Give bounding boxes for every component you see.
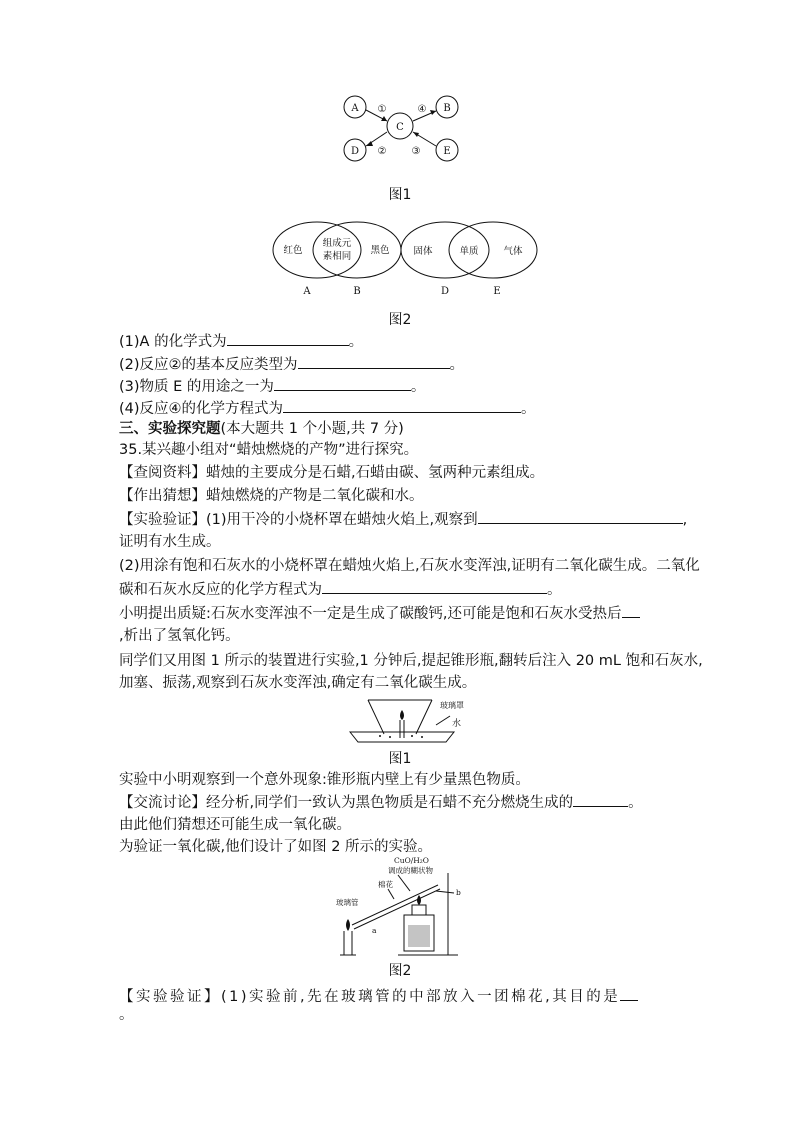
experiment-doubt-b: ,析出了氢氧化钙。 [119, 628, 240, 644]
section-3-heading [119, 419, 404, 439]
figure-2b-caption: 图2 [388, 963, 412, 979]
figure-1b-caption: 图1 [388, 751, 412, 767]
experiment-design: 为验证一氧化碳,他们设计了如图 2 所示的实验。 [119, 839, 433, 855]
paste-label-2: 调成的糊状物 [388, 866, 433, 875]
figure-1-caption: 图1 [388, 187, 412, 203]
node-e-label: E [443, 146, 451, 157]
experiment-final-a: 【实验验证】(1)实验前,先在玻璃管的中部放入一团棉花,其目的是 [119, 986, 638, 1007]
candle-apparatus-diagram [340, 698, 480, 746]
pointer-line [436, 716, 450, 725]
pointer-to-cotton [388, 889, 394, 899]
water-label: 水 [452, 719, 462, 729]
venn-letter-d: D [440, 286, 450, 297]
experiment-co-guess: 由此他们猜想还可能生成一氧化碳。 [119, 817, 351, 833]
answer-blank-3[interactable] [274, 376, 411, 391]
pointer-to-b [436, 891, 454, 893]
outlet-b-label: b [456, 888, 461, 897]
flame-icon-2 [346, 919, 350, 931]
venn-b-text: 黑色 [370, 245, 390, 256]
reaction-1-label: ① [377, 104, 387, 115]
reaction-4-label: ④ [417, 104, 427, 115]
glass-tube-lower [354, 889, 440, 929]
experiment-verify-1: 【实验验证】(1)用干冷的小烧杯罩在蜡烛火焰上,观察到 , [119, 509, 687, 530]
answer-blank-7[interactable] [622, 603, 640, 618]
flame-icon [400, 710, 404, 720]
answer-blank-6[interactable] [322, 579, 547, 594]
experiment-repeat-a: 同学们又用图 1 所示的装置进行实验,1 分钟后,提起锥形瓶,翻转后注入 20 mL 饱和石灰水, [119, 653, 703, 669]
figure-2-caption: 图2 [388, 312, 412, 328]
experiment-intro: 35.某兴趣小组对“蜡烛燃烧的产物”进行探究。 [119, 442, 419, 458]
venn-a-text: 红色 [283, 245, 303, 256]
answer-blank-5[interactable] [478, 509, 683, 524]
experiment-final-b: 。 [119, 1007, 134, 1023]
venn-e-text: 气体 [503, 246, 523, 257]
section-3-note: (本大题共 1 个小题,共 7 分) [220, 421, 404, 437]
experiment-observe: 实验中小明观察到一个意外现象:锥形瓶内壁上有少量黑色物质。 [119, 772, 530, 788]
basin [350, 732, 454, 742]
candle-holder [340, 931, 356, 955]
node-a-label: A [351, 103, 359, 114]
reaction-2-label: ② [377, 146, 387, 157]
venn-diagrams [265, 220, 555, 300]
experiment-verify-1b: 证明有水生成。 [119, 534, 221, 550]
glass-tube-label: 玻璃管 [336, 898, 359, 907]
question-4: (4)反应④的化学方程式为 。 [119, 398, 536, 419]
experiment-verify-2b: 碳和石灰水反应的化学方程式为 。 [119, 579, 562, 600]
inlet-a-label: a [372, 926, 377, 935]
venn-d-text: 固体 [413, 246, 433, 257]
answer-blank-8[interactable] [573, 792, 628, 807]
experiment-guess: 【作出猜想】蜡烛燃烧的产物是二氧化碳和水。 [119, 488, 424, 504]
experiment-discuss: 【交流讨论】经分析,同学们一致认为黑色物质是石蜡不充分燃烧生成的 。 [119, 792, 643, 813]
paste-label-1: CuO/H₂O [394, 856, 429, 865]
cotton-label: 棉花 [378, 880, 393, 889]
experiment-verify-2a: (2)用涂有饱和石灰水的小烧杯罩在蜡烛火焰上,石灰水变浑浊,证明有二氧化碳生成。二氧化 [119, 558, 700, 574]
answer-blank-1[interactable] [227, 331, 349, 346]
answer-blank-9[interactable] [620, 986, 638, 1001]
glass-cover-label: 玻璃罩 [440, 701, 464, 710]
answer-blank-2[interactable] [298, 354, 450, 369]
reaction-3-label: ③ [411, 146, 421, 157]
reaction-network-diagram [335, 90, 475, 170]
venn-ab-text-1: 组成元 [322, 238, 352, 249]
question-3: (3)物质 E 的用途之一为 。 [119, 376, 425, 397]
question-1: (1)A 的化学式为 。 [119, 331, 363, 352]
venn-letter-a: A [303, 286, 311, 297]
node-c-label: C [396, 122, 404, 133]
venn-de-text: 单质 [459, 246, 479, 257]
burner-flame-icon [417, 895, 421, 905]
pointer-to-paste [398, 875, 410, 891]
node-d-label: D [350, 146, 360, 157]
experiment-doubt-a: 小明提出质疑:石灰水变浑浊不一定是生成了碳酸钙,还可能是饱和石灰水受热后 [119, 603, 640, 624]
experiment-info: 【查阅资料】蜡烛的主要成分是石蜡,石蜡由碳、氢两种元素组成。 [119, 465, 545, 481]
answer-blank-4[interactable] [283, 398, 521, 413]
co-verification-apparatus [328, 855, 488, 960]
venn-ab-text-2: 素相同 [322, 251, 352, 262]
experiment-repeat-b: 加塞、振荡,观察到石灰水变浑浊,确定有二氧化碳生成。 [119, 675, 477, 691]
burner [412, 905, 426, 915]
question-2: (2)反应②的基本反应类型为 。 [119, 354, 464, 375]
venn-letter-e: E [493, 286, 501, 297]
node-b-label: B [443, 103, 451, 114]
section-3-title: 三、实验探究题 [119, 421, 221, 437]
venn-letter-b: B [353, 286, 361, 297]
